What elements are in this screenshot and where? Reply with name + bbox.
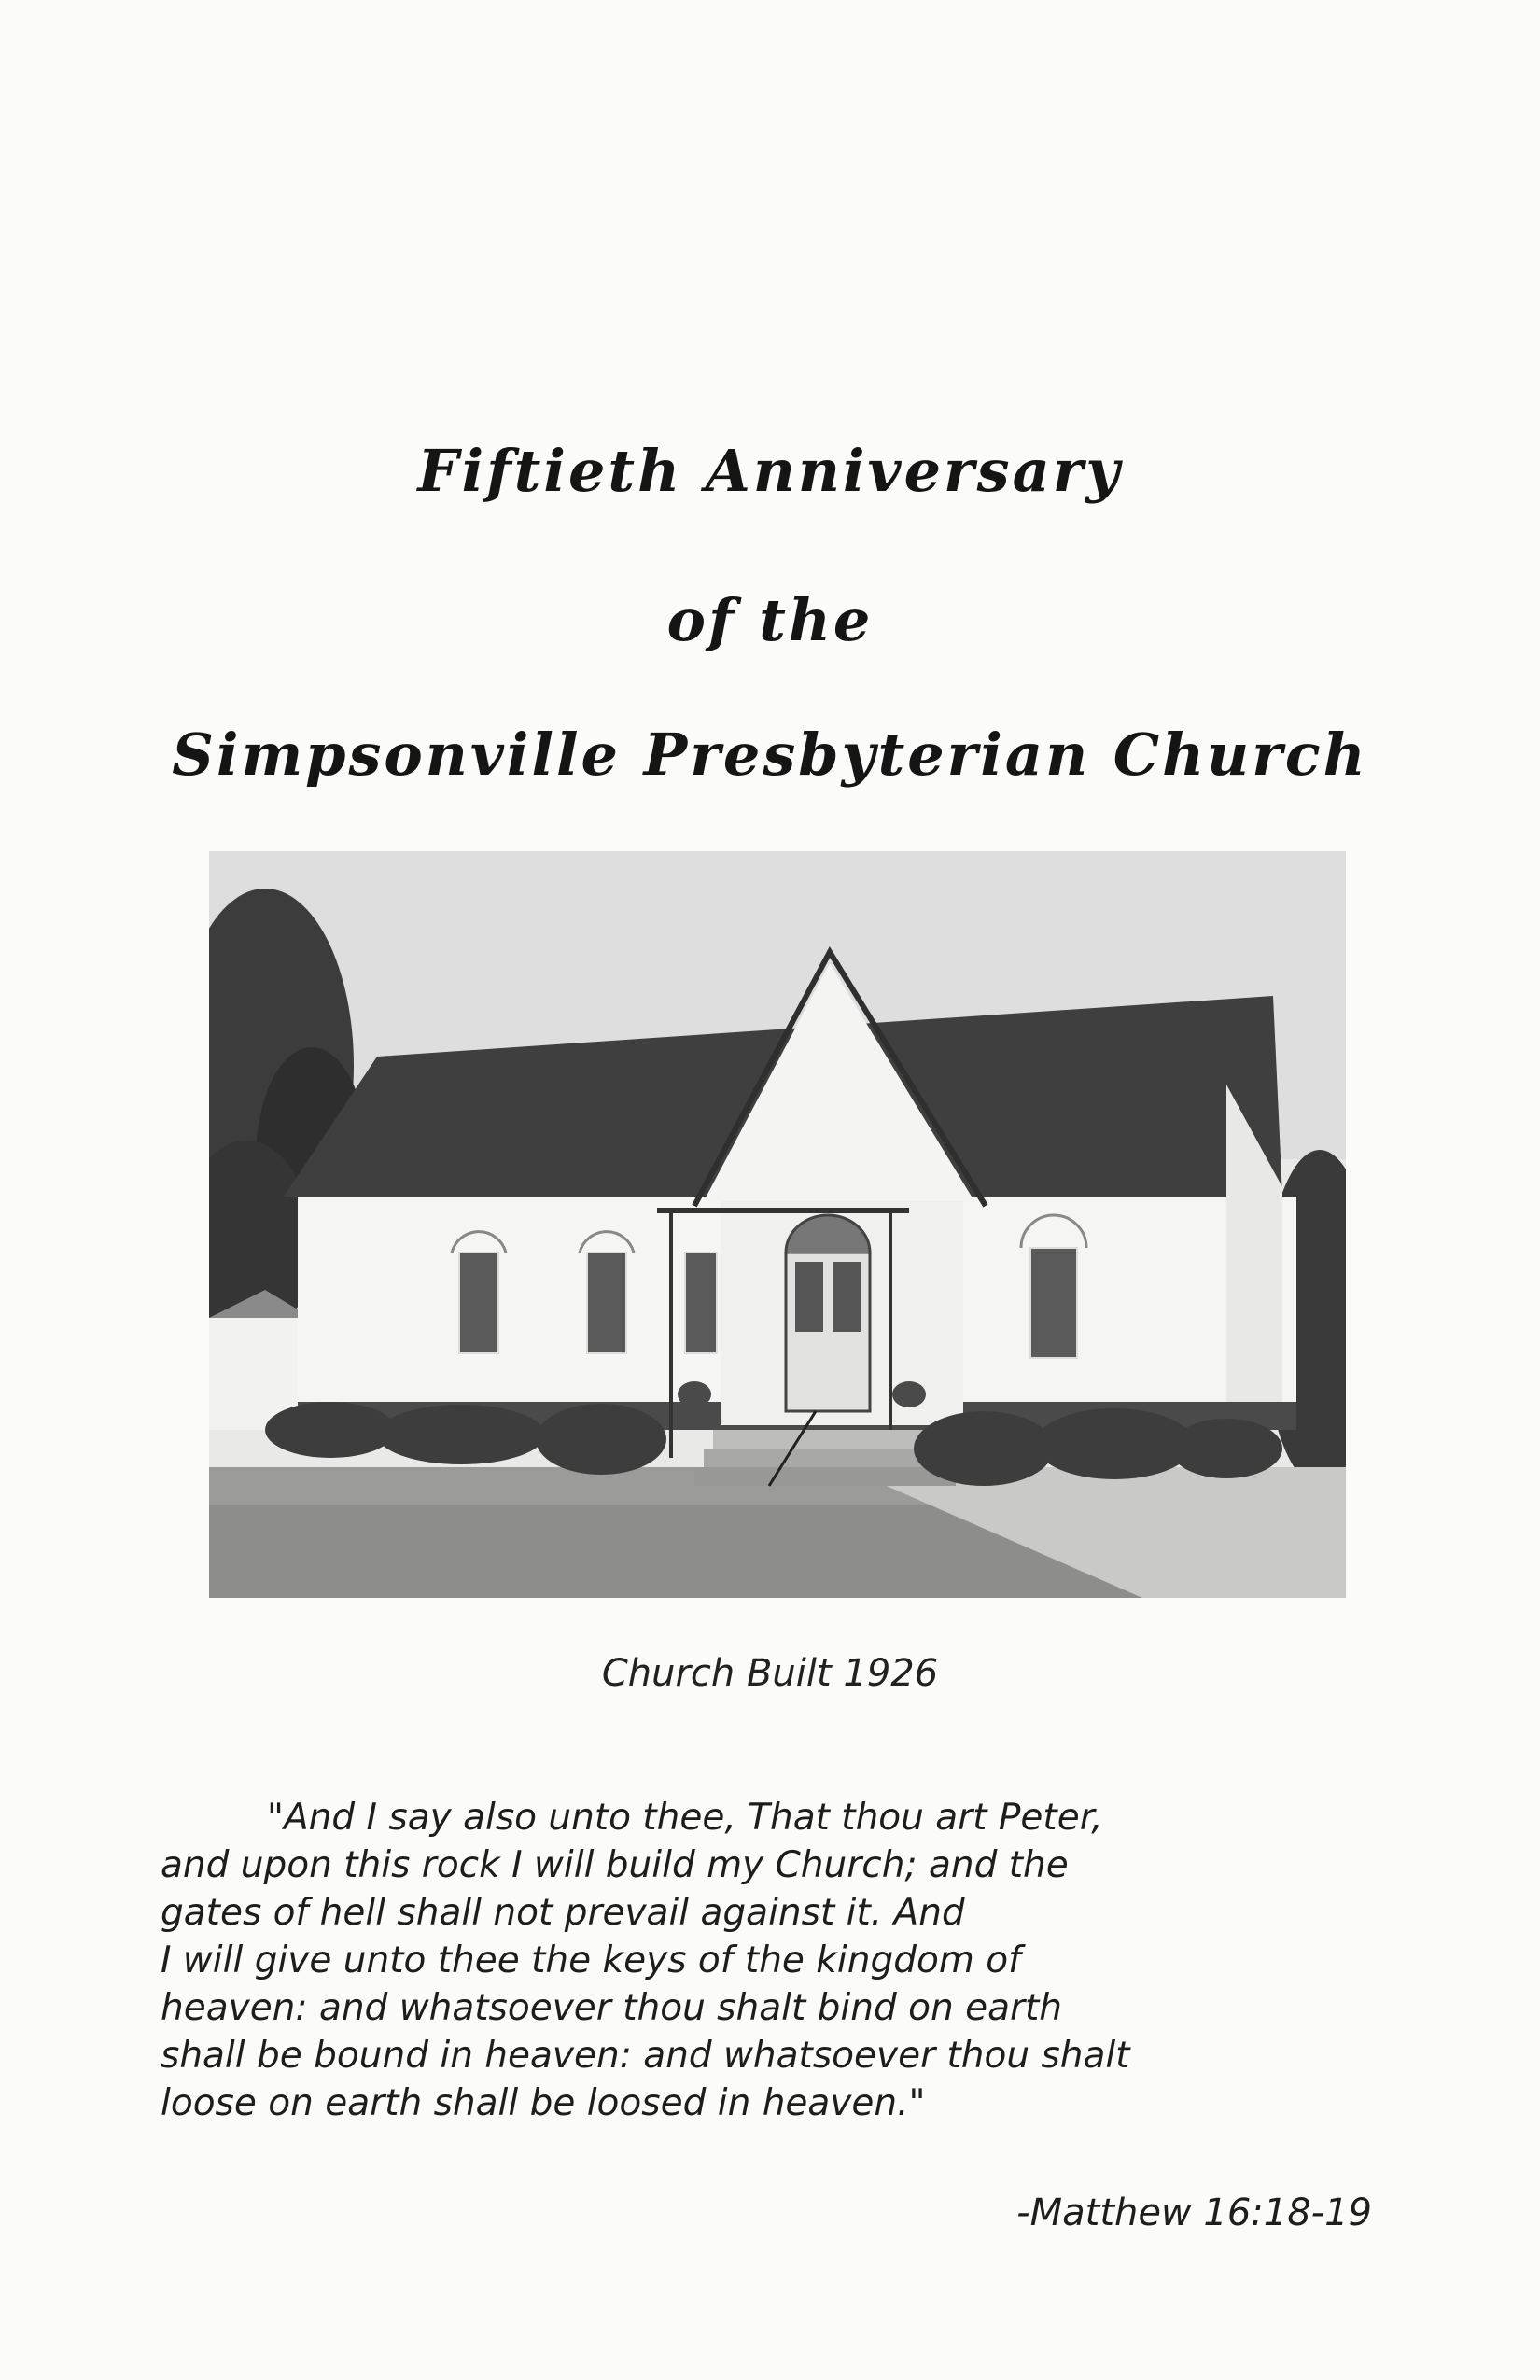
- title-line-2: of the: [666, 586, 874, 654]
- photo-caption: Church Built 1926: [601, 1652, 939, 1695]
- scripture-citation: -Matthew 16:18-19: [1016, 2191, 1372, 2234]
- title-line-3: Simpsonville Presbyterian Church: [172, 721, 1368, 789]
- scripture-quote: [161, 1794, 1393, 2127]
- quote-line: I will give unto thee the keys of the kingdom of: [161, 1939, 1021, 1981]
- quote-line: heaven: and whatsoever thou shalt bind on earth: [161, 1987, 1063, 2029]
- title-line-1: Fiftieth Anniversary: [417, 437, 1123, 505]
- quote-line: "And I say also unto thee, That thou art Peter,: [267, 1797, 1103, 1839]
- quote-line: shall be bound in heaven: and whatsoever thou shalt: [161, 2035, 1130, 2077]
- church-photo-icon: [209, 851, 1346, 1598]
- quote-line: and upon this rock I will build my Church; and the: [161, 1844, 1069, 1886]
- quote-line: gates of hell shall not prevail against it. And: [161, 1892, 965, 1934]
- quote-line: loose on earth shall be loosed in heaven.": [161, 2082, 926, 2124]
- church-photo: [209, 851, 1346, 1598]
